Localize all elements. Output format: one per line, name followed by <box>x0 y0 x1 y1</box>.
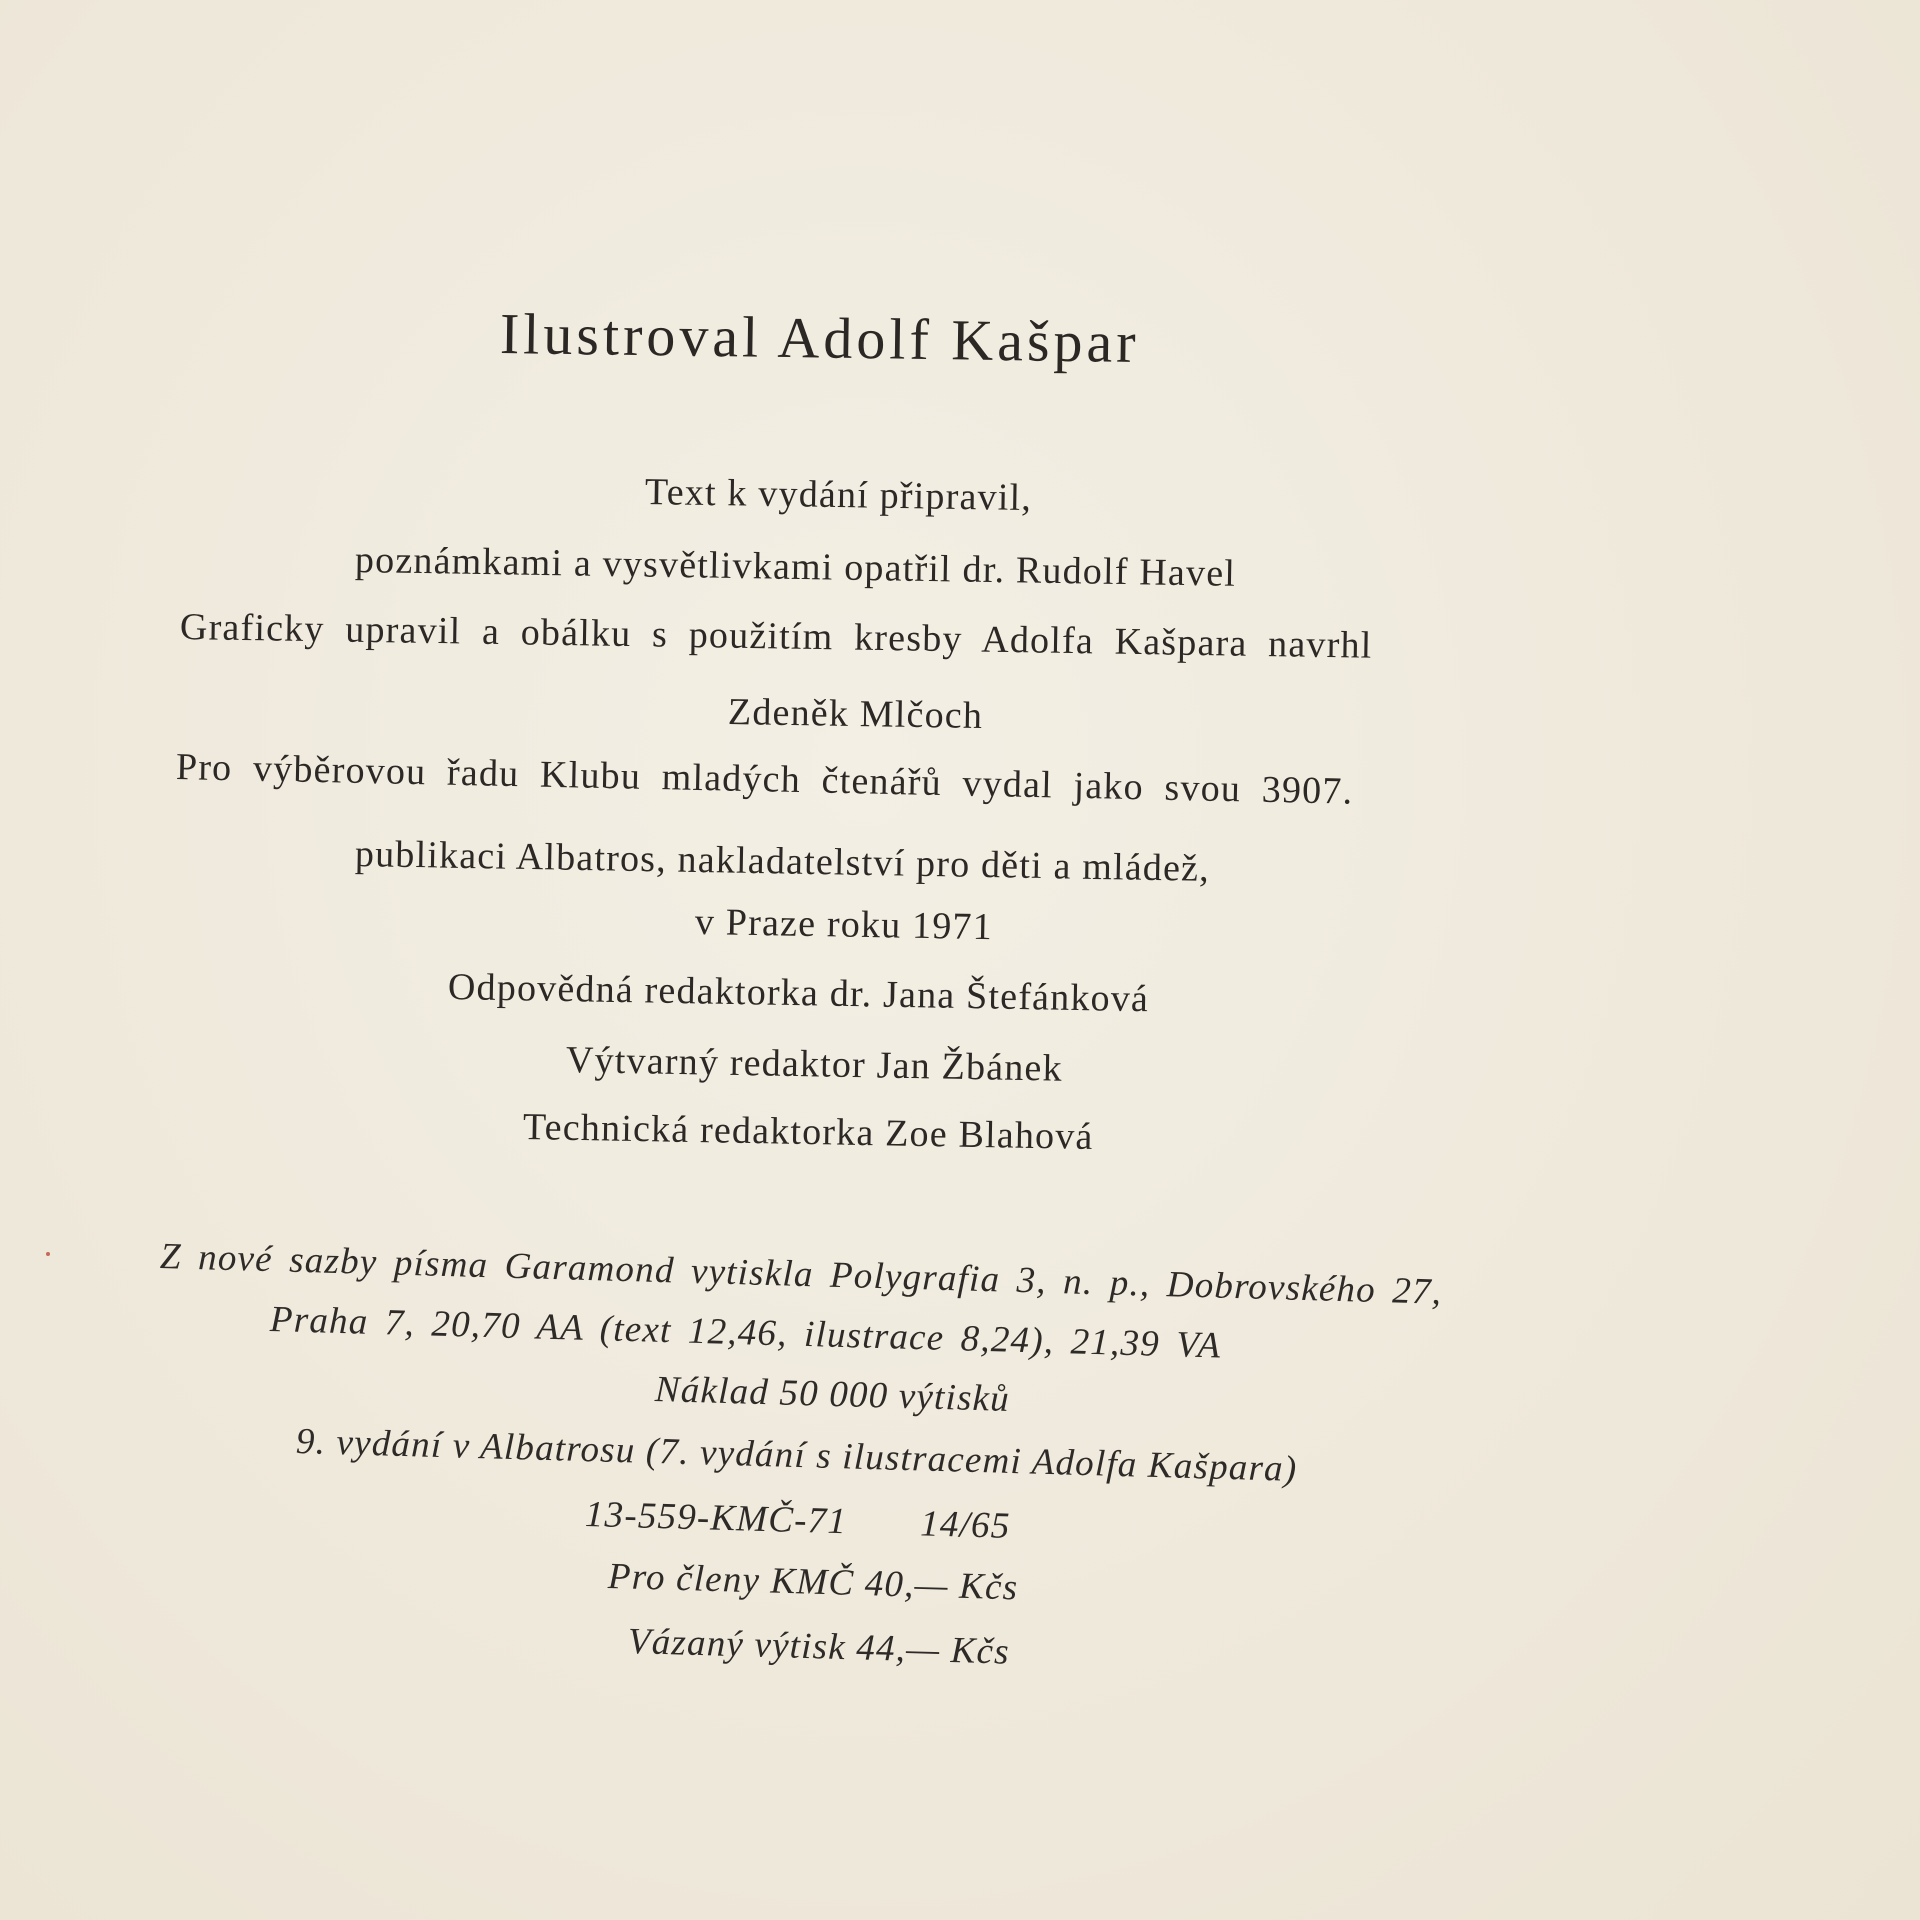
credit-line-5: Pro výběrovou řadu Klubu mladých čtenářů vydal jako svou 3907. <box>175 746 1354 813</box>
credit-line-6: publikaci Albatros, nakladatelství pro děti a mládež, <box>354 833 1211 890</box>
printing-line-5: 13-559-KMČ-71 14/65 <box>584 1494 1012 1547</box>
printing-line-2: Praha 7, 20,70 AA (text 12,46, ilustrace 8,24), 21,39 VA <box>269 1299 1222 1367</box>
printing-line-7: Vázaný výtisk 44,— Kčs <box>627 1621 1011 1673</box>
printing-line-1: Z nové sazby písma Garamond vytiskla Polygrafia 3, n. p., Dobrovského 27, <box>159 1236 1443 1313</box>
printing-line-4: 9. vydání v Albatrosu (7. vydání s ilustracemi Adolfa Kašpara) <box>295 1421 1298 1490</box>
credit-line-7: v Praze roku 1971 <box>694 901 994 949</box>
credit-line-1: Text k vydání připravil, <box>644 471 1033 520</box>
credit-line-9: Výtvarný redaktor Jan Žbánek <box>565 1039 1064 1090</box>
credit-line-10: Technická redaktorka Zoe Blahová <box>522 1106 1094 1158</box>
credit-line-3: Graficky upravil a obálku s použitím kresby Adolfa Kašpara navrhl <box>179 606 1373 667</box>
credit-line-2: poznámkami a vysvětlivkami opatřil dr. Rudolf Havel <box>354 539 1237 595</box>
printing-line-6: Pro členy KMČ 40,— Kčs <box>607 1556 1019 1609</box>
credit-line-4: Zdeněk Mlčoch <box>727 691 984 738</box>
illustrator-title: Ilustroval Adolf Kašpar <box>499 301 1141 375</box>
ink-speck <box>46 1252 50 1256</box>
printing-line-3: Náklad 50 000 výtisků <box>654 1369 1011 1420</box>
credit-line-8: Odpovědná redaktorka dr. Jana Štefánková <box>447 966 1150 1021</box>
